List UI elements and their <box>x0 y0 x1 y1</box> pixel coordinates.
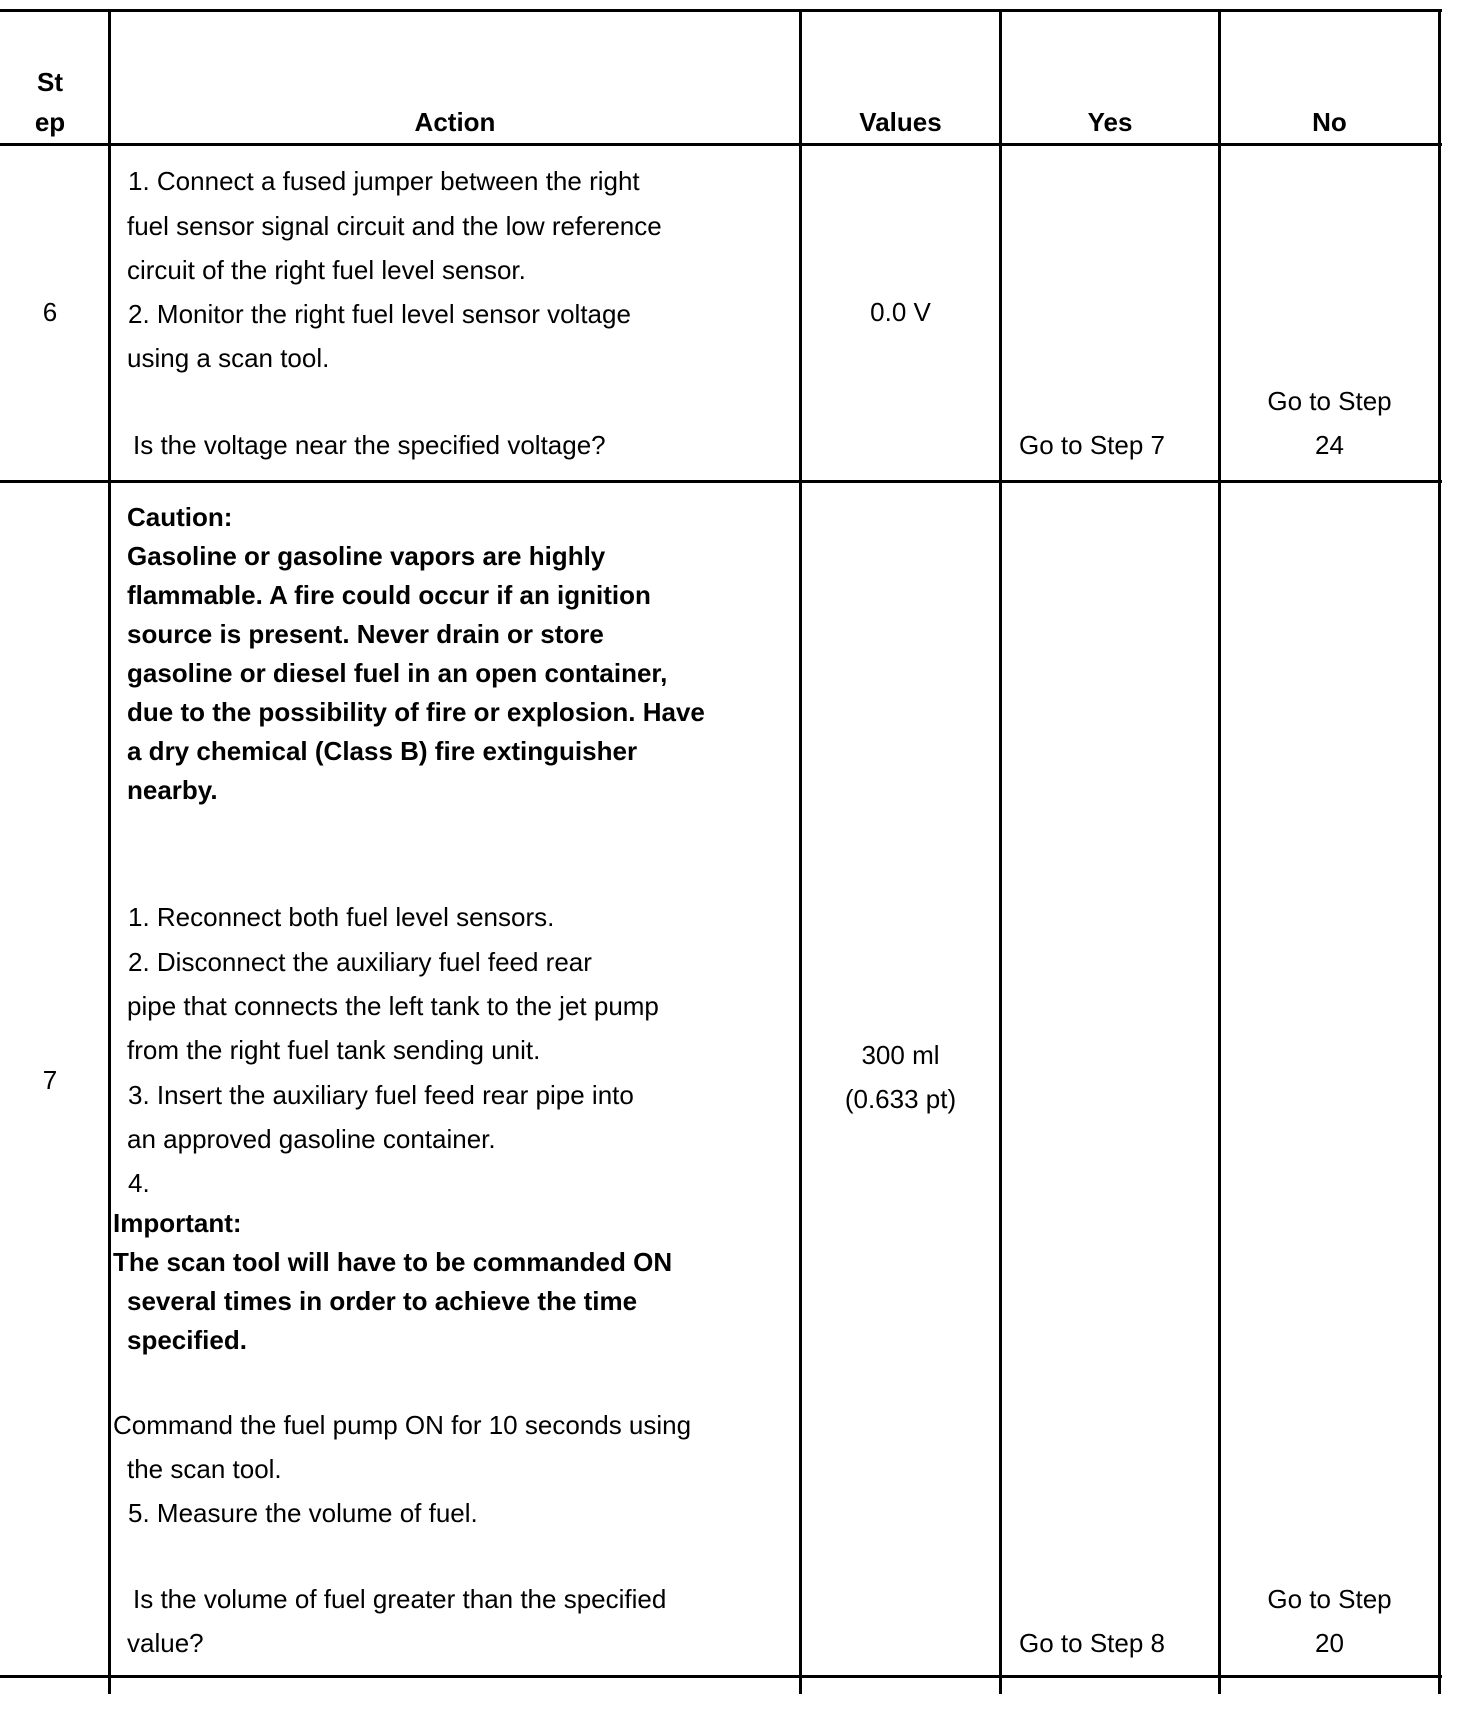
column-divider-yes-no <box>1218 10 1221 1694</box>
row6-value: 0.0 V <box>870 297 931 327</box>
row7-important-line: The scan tool will have to be commanded ON <box>113 1247 673 1277</box>
row7-step-line: 4. <box>128 1168 150 1198</box>
header-no: No <box>1312 107 1347 137</box>
row7-yes: Go to Step 8 <box>1019 1628 1165 1658</box>
row6-step: 6 <box>42 297 58 327</box>
row7-caution-line: nearby. <box>127 775 218 805</box>
header-values: Values <box>859 107 942 137</box>
row7-step-line: 3. Insert the auxiliary fuel feed rear pipe into <box>128 1080 634 1110</box>
row7-caution-line: a dry chemical (Class B) fire extinguisher <box>127 736 638 766</box>
header-yes: Yes <box>1087 107 1133 137</box>
row7-important-line: Important: <box>113 1208 242 1238</box>
row7-question-line: value? <box>127 1628 204 1658</box>
table-border-left <box>108 10 111 1694</box>
header-step-line1: St <box>37 67 63 97</box>
row7-step-line: pipe that connects the left tank to the jet pump <box>127 991 659 1021</box>
table-border-bottom <box>0 1675 1442 1678</box>
row7-important-line: specified. <box>127 1325 247 1355</box>
header-step-line2: ep <box>34 107 66 137</box>
row7-question-line: Is the volume of fuel greater than the specified <box>133 1584 667 1614</box>
row7-caution-line: due to the possibility of fire or explosion. Have <box>127 697 705 727</box>
row6-no-line2: 24 <box>1315 430 1344 460</box>
row6-no-line1: Go to Step <box>1267 386 1392 416</box>
row7-no-line2: 20 <box>1315 1628 1344 1658</box>
row7-step-line: an approved gasoline container. <box>127 1124 496 1154</box>
table-border-right <box>1438 10 1441 1694</box>
row7-step-line: from the right fuel tank sending unit. <box>127 1035 541 1065</box>
row7-value-line1: 300 ml <box>861 1040 940 1070</box>
row7-step-line: 2. Disconnect the auxiliary fuel feed rear <box>128 947 592 977</box>
row6-action-line: using a scan tool. <box>127 343 330 373</box>
row7-step: 7 <box>42 1065 58 1095</box>
row6-action-line: circuit of the right fuel level sensor. <box>127 255 526 285</box>
table-border-top <box>0 9 1442 12</box>
row7-caution-line: flammable. A fire could occur if an ignition <box>127 580 651 610</box>
row7-important-line: several times in order to achieve the time <box>127 1286 638 1316</box>
row7-step-line: 1. Reconnect both fuel level sensors. <box>128 902 555 932</box>
header-action: Action <box>414 107 496 137</box>
row6-action-line: 1. Connect a fused jumper between the right <box>128 166 640 196</box>
row6-yes: Go to Step 7 <box>1019 430 1165 460</box>
column-divider-values-yes <box>999 10 1002 1694</box>
row-divider <box>0 480 1442 483</box>
row7-caution-line: gasoline or diesel fuel in an open container, <box>127 658 668 688</box>
row7-command-line: Command the fuel pump ON for 10 seconds using <box>113 1410 692 1440</box>
row7-measure: 5. Measure the volume of fuel. <box>128 1498 478 1528</box>
row7-value-line2: (0.633 pt) <box>844 1084 957 1114</box>
row7-caution-line: Caution: <box>127 502 233 532</box>
row7-caution-line: Gasoline or gasoline vapors are highly <box>127 541 606 571</box>
row6-action-line: fuel sensor signal circuit and the low reference <box>127 211 662 241</box>
row7-command-line: the scan tool. <box>127 1454 282 1484</box>
row7-caution-line: source is present. Never drain or store <box>127 619 604 649</box>
row6-action-line: 2. Monitor the right fuel level sensor voltage <box>128 299 631 329</box>
column-divider-action-values <box>799 10 802 1694</box>
row6-question: Is the voltage near the specified voltage? <box>133 430 606 460</box>
row7-no-line1: Go to Step <box>1267 1584 1392 1614</box>
